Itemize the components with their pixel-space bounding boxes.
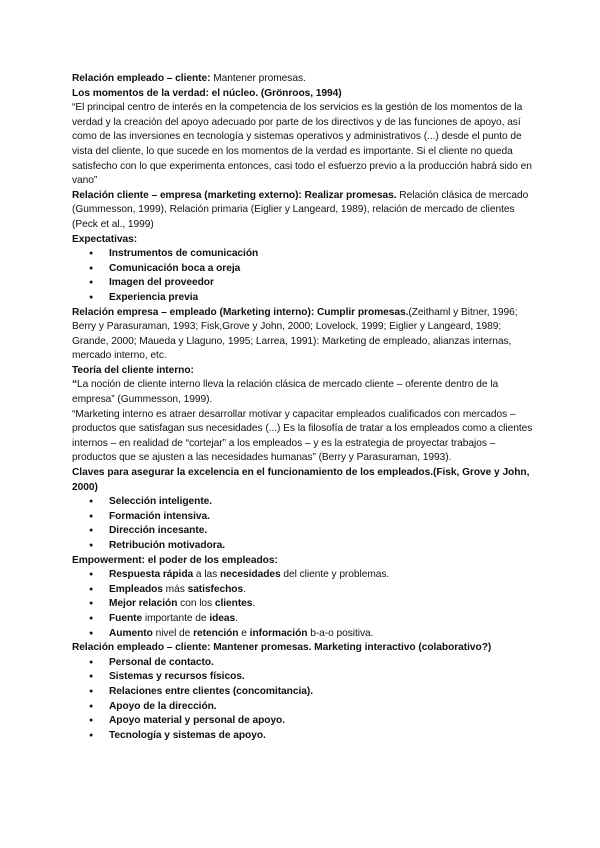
list-item: ● Apoyo material y personal de apoyo. [72,714,534,729]
quote-gronroos: “El principal centro de interés en la competencia de los servicios es la gestión de los momentos de la verdad y la creación del apoyo adecuado por parte de los directivos y de las funciones de apoyo, así como de las inversiones en tecnología y sistemas operativos y administrativos (...) desde el punto de vista del cliente, lo que sucede en los momentos de la verdad es importante. Si el cliente no queda satisfecho con lo que experimenta entonces, casi todo el esfuerzo previo a la producción habrá sido en vano” [72,102,532,187]
list-item: ● Empleados más satisfechos. [72,583,534,598]
claves-list [72,495,534,553]
section-heading: Relación empresa – empleado (Marketing interno): Cumplir promesas. [72,306,409,318]
list-item: ● Instrumentos de comunicación [72,247,534,262]
section-text: Relación clásica de mercado (Gummesson, 1999), Relación primaria (Eiglier y Langeard, 1989), relación de mercado de clientes (Peck et al., 1999) [72,189,529,230]
expectativas-heading: Expectativas: [72,233,138,245]
list-item: ● Comunicación boca a oreja [72,262,534,277]
quote-gummesson: “La noción de cliente interno lleva la relación clásica de mercado cliente – oferente dentro de la empresa” (Gummesson, 1999). [72,379,499,406]
section-heading: Relación empleado – cliente: [72,73,211,84]
list-item: ● Dirección incesante. [72,524,534,539]
list-item: ● Fuente importante de ideas. [72,612,534,627]
section-text: (Zeithaml y Bitner, 1996; Berry y Parasuraman, 1993; Fisk,Grove y John, 2000; Lovelock, 1999; Eiglier y Langeard, 1989; Grande, 2000; Maueda y Llaguno, 1995; Larrea, 1991): Marketing de empleado, alianzas internas, mercado interno, etc. [72,306,518,362]
list-item: ● Imagen del proveedor [72,276,534,291]
list-item: ● Tecnología y sistemas de apoyo. [72,729,534,744]
section-heading-momentos-verdad: Los momentos de la verdad: el núcleo. (Grönroos, 1994) [72,87,342,99]
list-item: ● Aumento nivel de retención e información b-a-o positiva. [72,627,534,642]
list-item: ● Mejor relación con los clientes. [72,597,534,612]
list-item: ● Personal de contacto. [72,656,534,671]
section-empresa-empleado [72,306,534,364]
section-heading: Relación cliente – empresa (marketing externo): Realizar promesas. [72,189,397,201]
marketing-interactivo-list [72,656,534,744]
list-item: ● Respuesta rápida a las necesidades del cliente y problemas. [72,568,534,583]
document-body [72,72,534,743]
list-item: ● Retribución motivadora. [72,539,534,554]
marketing-interactivo-heading: Relación empleado – cliente: Mantener promesas. Marketing interactivo (colaborativo?) [72,642,492,654]
claves-heading: Claves para asegurar la excelencia en el funcionamiento de los empleados.(Fisk, Grove y John, 2000) [72,467,530,493]
teoria-cliente-interno-heading: Teoría del cliente interno: [72,364,194,376]
section-empleado-cliente [72,72,534,87]
list-item: ● Formación intensiva. [72,510,534,525]
section-cliente-empresa [72,189,534,233]
section-text: Mantener promesas. [210,73,306,84]
list-item: ● Experiencia previa [72,291,534,306]
list-item: ● Sistemas y recursos físicos. [72,670,534,685]
list-item: ● Relaciones entre clientes (concomitancia). [72,685,534,700]
quote-berry-parasuraman: “Marketing interno es atraer desarrollar motivar y capacitar empleados cualificados con mercados – productos que satisfagan sus necesidades (...) Es la filosofía de tratar a los empleados como a clientes internos – en realidad de “cortejar” a los empleados – y es la estrategia de proyectar trabajos – productos que se ajusten a las necesidades humanas” (Berry y Parasuraman, 1993). [72,408,533,464]
empowerment-list [72,568,534,641]
expectativas-list [72,247,534,305]
empowerment-heading: Empowerment: el poder de los empleados: [72,554,278,566]
list-item: ● Apoyo de la dirección. [72,700,534,715]
list-item: ● Selección inteligente. [72,495,534,510]
